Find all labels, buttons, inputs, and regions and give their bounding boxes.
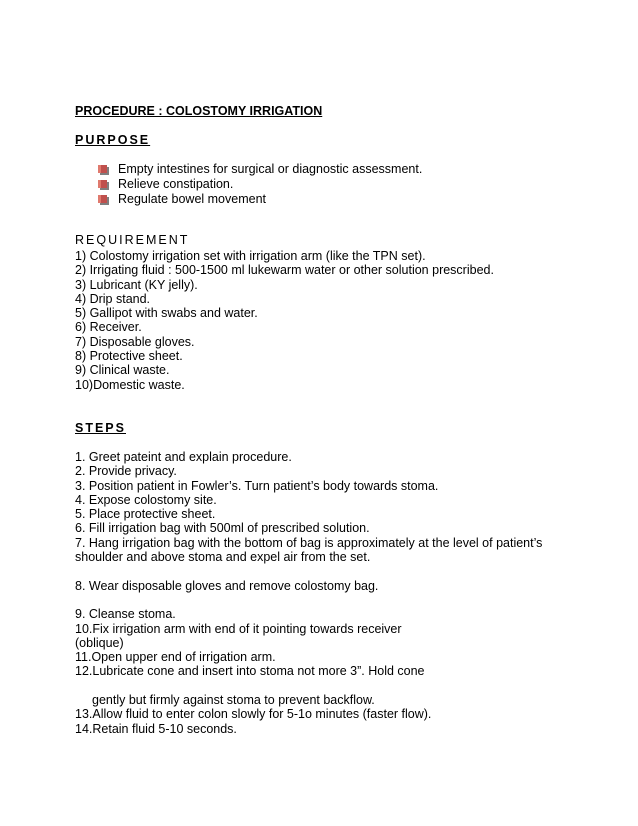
step-item: 8. Wear disposable gloves and remove colostomy bag.	[75, 578, 379, 593]
step-item: 11.Open upper end of irrigation arm.	[75, 650, 276, 665]
requirement-item: 2) Irrigating fluid : 500-1500 ml lukewarm water or other solution prescribed.	[75, 263, 494, 278]
step-item: 2. Provide privacy.	[75, 464, 177, 479]
step-item: 7. Hang irrigation bag with the bottom of bag is approximately at the level of patient’s shoulder and above stoma and expel air from the set.	[75, 535, 543, 565]
requirement-item: 9) Clinical waste.	[75, 363, 170, 378]
bullet-icon	[98, 195, 110, 205]
steps-heading: STEPS	[75, 421, 126, 435]
purpose-item-text: Empty intestines for surgical or diagnostic assessment.	[118, 162, 423, 176]
step-item: 1. Greet pateint and explain procedure.	[75, 450, 292, 464]
requirement-heading: REQUIREMENT	[75, 233, 190, 247]
step-item: 3. Position patient in Fowler’s. Turn patient’s body towards stoma.	[75, 478, 439, 493]
purpose-heading: PURPOSE	[75, 133, 151, 147]
requirement-item: 4) Drip stand.	[75, 291, 151, 306]
requirement-item: 1) Colostomy irrigation set with irrigation arm (like the TPN set).	[75, 249, 426, 263]
purpose-list	[98, 162, 422, 207]
page-title: PROCEDURE : COLOSTOMY IRRIGATION	[75, 104, 323, 118]
requirement-item: 10)Domestic waste.	[75, 377, 185, 392]
step-item: 6. Fill irrigation bag with 500ml of prescribed solution.	[75, 521, 370, 536]
requirement-item: 6) Receiver.	[75, 320, 142, 335]
purpose-item	[98, 177, 422, 192]
step-item: 9. Cleanse stoma.	[75, 607, 176, 622]
step-item: 10.Fix irrigation arm with end of it pointing towards receiver	[75, 621, 402, 636]
purpose-item-text: Relieve constipation.	[118, 177, 234, 191]
requirement-item: 5) Gallipot with swabs and water.	[75, 306, 258, 321]
step-item: 5. Place protective sheet.	[75, 507, 216, 522]
purpose-item	[98, 192, 422, 207]
requirement-item: 8) Protective sheet.	[75, 349, 183, 364]
step-item: 4. Expose colostomy site.	[75, 492, 217, 507]
step-item: 13.Allow fluid to enter colon slowly for 5-1o minutes (faster flow).	[75, 707, 432, 722]
step-item: 14.Retain fluid 5-10 seconds.	[75, 721, 237, 736]
requirement-list	[75, 249, 494, 392]
requirement-item: 7) Disposable gloves.	[75, 334, 195, 349]
purpose-item-text: Regulate bowel movement	[118, 192, 266, 206]
step-item: (oblique)	[75, 635, 124, 650]
bullet-icon	[98, 180, 110, 190]
step-item: gently but firmly against stoma to prevent backflow.	[92, 693, 375, 708]
steps-list	[75, 450, 565, 736]
bullet-icon	[98, 165, 110, 175]
purpose-item	[98, 162, 422, 177]
requirement-item: 3) Lubricant (KY jelly).	[75, 277, 198, 292]
step-item: 12.Lubricate cone and insert into stoma not more 3”. Hold cone	[75, 664, 425, 679]
